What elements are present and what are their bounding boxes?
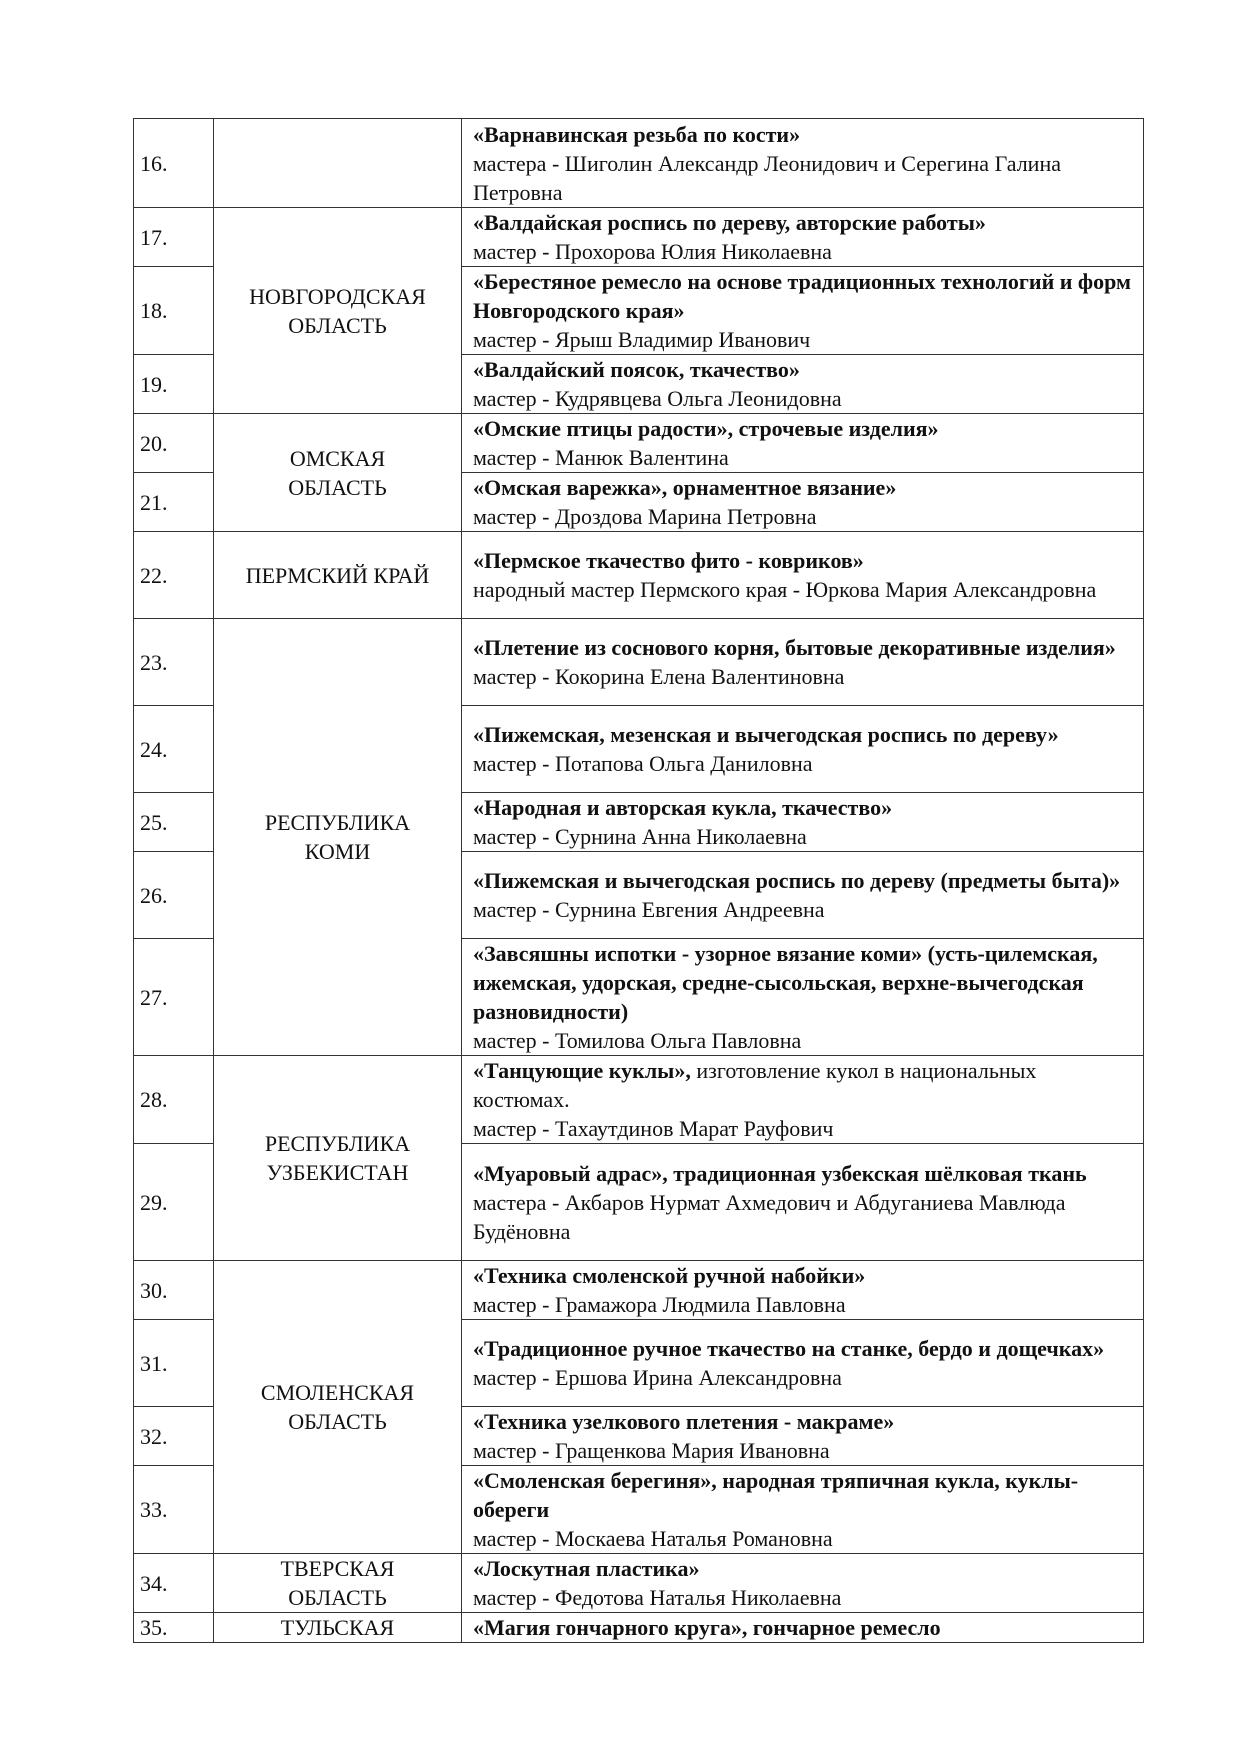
craft-title: «Омская варежка», орнаментное вязание» [473, 475, 897, 500]
craft-title-line [473, 1407, 1137, 1436]
craft-title: «Смоленская берегиня», народная тряпичная кукла, куклы-обереги [473, 1468, 1079, 1522]
row-number: 24. [134, 706, 214, 793]
region-cell [214, 532, 462, 619]
craft-description [462, 414, 1144, 473]
craft-title-line [473, 1056, 1137, 1114]
craft-title-rest: изготовление кукол в национальных костюмах. [473, 1058, 1037, 1112]
craft-title-line [473, 866, 1137, 895]
craft-title-line [473, 1261, 1137, 1290]
row-number: 28. [134, 1056, 214, 1144]
craft-title: «Лоскутная пластика» [473, 1556, 700, 1581]
craft-description [462, 1056, 1144, 1144]
master-name: народный мастер Пермского края - Юркова Мария Александровна [473, 577, 1097, 602]
craft-title: «Пермское ткачество фито - ковриков» [473, 548, 864, 573]
craft-title-line [473, 1613, 1137, 1642]
master-name: мастер - Томилова Ольга Павловна [473, 1028, 802, 1053]
craft-description [462, 1407, 1144, 1466]
craft-title: «Завсяшны испотки - узорное вязание коми» (усть-цилемская, ижемская, удорская, средне-сысольская, верхне-вычегодская разновидности) [473, 941, 1098, 1024]
master-name: мастер - Федотова Наталья Николаевна [473, 1585, 842, 1610]
master-name: мастер - Кокорина Елена Валентиновна [473, 664, 845, 689]
master-name: мастер - Дроздова Марина Петровна [473, 504, 817, 529]
craft-title-line [473, 793, 1137, 822]
craft-description [462, 532, 1144, 619]
craft-title-line [473, 1159, 1137, 1188]
craft-title-line [473, 939, 1137, 1026]
master-name: мастер - Тахаутдинов Марат Рауфович [473, 1116, 834, 1141]
master-name: мастер - Сурнина Евгения Андреевна [473, 897, 825, 922]
region-cell [214, 119, 462, 208]
craft-title: «Танцующие куклы», [473, 1058, 691, 1083]
craft-title-line [473, 720, 1137, 749]
craft-title-line [473, 1554, 1137, 1583]
craft-title: «Варнавинская резьба по кости» [473, 121, 801, 147]
table-row [134, 1554, 1144, 1613]
row-number: 32. [134, 1407, 214, 1466]
craft-title-line [473, 473, 1137, 502]
row-number: 35. [134, 1613, 214, 1643]
craft-description [462, 267, 1144, 355]
row-number: 34. [134, 1554, 214, 1613]
masters-table [133, 118, 1144, 1643]
craft-description [462, 1554, 1144, 1613]
region-cell [214, 1261, 462, 1554]
region-name: РЕСПУБЛИКА УЗБЕКИСТАН [264, 1131, 411, 1185]
region-cell [214, 1554, 462, 1613]
craft-description [462, 355, 1144, 414]
craft-title-line [473, 1334, 1137, 1363]
row-number: 33. [134, 1466, 214, 1554]
row-number: 21. [134, 473, 214, 532]
row-number: 26. [134, 852, 214, 939]
craft-title: «Магия гончарного круга», гончарное ремесло [473, 1615, 941, 1640]
table-row [134, 1261, 1144, 1320]
craft-description [462, 1144, 1144, 1261]
row-number: 30. [134, 1261, 214, 1320]
master-name: мастер - Гращенкова Мария Ивановна [473, 1438, 830, 1463]
row-number: 31. [134, 1320, 214, 1407]
craft-description [462, 119, 1144, 208]
table-row [134, 1613, 1144, 1643]
craft-description [462, 852, 1144, 939]
craft-title: «Пижемская и вычегодская роспись по дереву (предметы быта)» [473, 868, 1121, 893]
master-name: мастер - Прохорова Юлия Николаевна [473, 239, 832, 264]
craft-description [462, 1613, 1144, 1643]
row-number: 22. [134, 532, 214, 619]
craft-description [462, 1466, 1144, 1554]
craft-title: «Народная и авторская кукла, ткачество» [473, 795, 893, 820]
table-row [134, 208, 1144, 267]
craft-title-line [473, 120, 1137, 149]
table-row [134, 619, 1144, 706]
craft-title: «Валдайский поясок, ткачество» [473, 357, 800, 382]
row-number: 17. [134, 208, 214, 267]
master-name: мастера - Шиголин Александр Леонидович и Серегина Галина Петровна [473, 150, 1061, 205]
row-number: 19. [134, 355, 214, 414]
craft-title-line [473, 355, 1137, 384]
craft-description [462, 473, 1144, 532]
craft-description [462, 939, 1144, 1056]
table-row [134, 1056, 1144, 1144]
craft-description [462, 619, 1144, 706]
craft-title-line [473, 208, 1137, 237]
region-name: ОМСКАЯ ОБЛАСТЬ [288, 445, 387, 500]
craft-title-line [473, 1466, 1137, 1524]
craft-title: «Техника узелкового плетения - макраме» [473, 1409, 895, 1434]
craft-title: «Берестяное ремесло на основе традиционных технологий и форм Новгородского края» [473, 269, 1132, 323]
master-name: мастер - Кудрявцева Ольга Леонидовна [473, 386, 842, 411]
region-name: РЕСПУБЛИКА КОМИ [264, 810, 411, 864]
craft-title: «Плетение из соснового корня, бытовые декоративные изделия» [473, 635, 1116, 660]
region-cell [214, 414, 462, 532]
craft-description [462, 1261, 1144, 1320]
craft-description [462, 706, 1144, 793]
craft-title: «Муаровый адрас», традиционная узбекская шёлковая ткань [473, 1160, 1087, 1186]
table-row [134, 532, 1144, 619]
craft-title: «Валдайская роспись по дереву, авторские работы» [473, 210, 986, 235]
row-number: 16. [134, 119, 214, 208]
region-name: ТВЕРСКАЯ ОБЛАСТЬ [280, 1556, 395, 1610]
row-number: 27. [134, 939, 214, 1056]
craft-title: «Омские птицы радости», строчевые изделия» [473, 416, 939, 441]
region-cell [214, 619, 462, 1056]
master-name: мастер - Ершова Ирина Александровна [473, 1365, 842, 1390]
craft-title-line [473, 267, 1137, 325]
region-name: СМОЛЕНСКАЯ ОБЛАСТЬ [260, 1380, 415, 1434]
row-number: 23. [134, 619, 214, 706]
table-row [134, 119, 1144, 208]
master-name: мастер - Москаева Наталья Романовна [473, 1526, 833, 1551]
master-name: мастер - Манюк Валентина [473, 445, 729, 470]
master-name: мастер - Потапова Ольга Даниловна [473, 751, 813, 776]
craft-description [462, 208, 1144, 267]
craft-title: «Техника смоленской ручной набойки» [473, 1263, 866, 1288]
row-number: 25. [134, 793, 214, 852]
master-name: мастер - Сурнина Анна Николаевна [473, 824, 807, 849]
table-row [134, 414, 1144, 473]
craft-title-line [473, 546, 1137, 575]
craft-description [462, 793, 1144, 852]
craft-title-line [473, 633, 1137, 662]
craft-description [462, 1320, 1144, 1407]
region-cell [214, 1056, 462, 1261]
region-cell [214, 208, 462, 414]
craft-title: «Пижемская, мезенская и вычегодская роспись по дереву» [473, 722, 1059, 747]
row-number: 18. [134, 267, 214, 355]
region-name: ТУЛЬСКАЯ [280, 1615, 395, 1640]
row-number: 29. [134, 1144, 214, 1261]
row-number: 20. [134, 414, 214, 473]
master-name: мастер - Грамажора Людмила Павловна [473, 1292, 846, 1317]
master-name: мастер - Ярыш Владимир Иванович [473, 327, 811, 352]
master-name: мастера - Акбаров Нурмат Ахмедович и Абдуганиева Мавлюда Будёновна [473, 1189, 1066, 1244]
region-name: НОВГОРОДСКАЯ ОБЛАСТЬ [249, 283, 426, 338]
region-cell [214, 1613, 462, 1643]
craft-title-line [473, 414, 1137, 443]
craft-title: «Традиционное ручное ткачество на станке, бердо и дощечках» [473, 1336, 1105, 1361]
region-name: ПЕРМСКИЙ КРАЙ [245, 562, 430, 588]
